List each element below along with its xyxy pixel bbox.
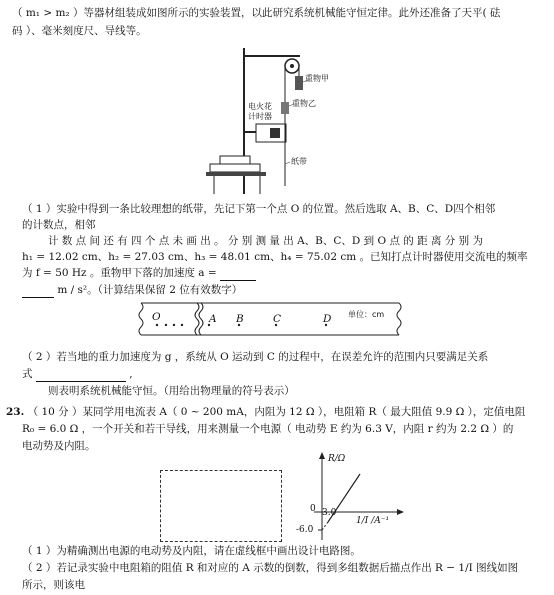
tape-label-c: C [273, 313, 282, 325]
answer-blank-a[interactable] [220, 266, 256, 281]
graph-x-label: 1/I /A⁻¹ [356, 516, 390, 526]
q2-line-2-text: 式 [22, 368, 33, 380]
q1-unit-text: m / s²。（计算结果保留 2 位有效数字） [57, 284, 243, 296]
q1-line-4: h₁ = 12.02 cm、h₂ = 27.03 cm、h₃ = 48.01 cm、h₄ = 75.02 cm 。已知打点计时器使用交流电的频率 [22, 251, 528, 263]
intro-line-1: （ m₁ > m₂ ）等器材组装成如图所示的实验装置，以此研究系统机械能守恒定律。此外还准备了天平( 砝 [12, 7, 501, 19]
q23-line-2: R₀ = 6.0 Ω ，一个开关和若干导线，用来测量一个电源（ 电动势 E 约为 6.3 V，内阻 r 约为 2.2 Ω ）的 [22, 423, 514, 435]
intro-line-2: 码 ）、毫米刻度尺、导线等。 [12, 25, 147, 37]
answer-blank-a-cont[interactable] [22, 283, 54, 298]
circuit-drawing-box[interactable] [160, 470, 282, 542]
label-timer-1: 电火花 [248, 102, 272, 111]
q23-line-1 [6, 405, 525, 419]
label-timer-2: 计时器 [248, 112, 272, 121]
graph-y-intercept: -6.0 [296, 525, 314, 535]
q23-sub2-line-1: （ 2 ）若记录实验中电阻箱的阻值 R 和对应的 A 示数的倒数，得到多组数据后描点作出 R − 1/I 图线如图 [22, 562, 519, 574]
tape-unit: 单位：cm [348, 310, 385, 319]
label-weight-b: 重物乙 [292, 99, 316, 108]
q1-line-5 [22, 266, 256, 281]
q2-line-2: 式 , [22, 368, 133, 380]
q1-line-3: 计 数 点 间 还 有 四 个 点 未 画 出 。 分 别 测 量 出 A、B、C、D 到 O 点 的 距 离 分 别 为 [48, 235, 483, 247]
q23-sub2-line-2: 所示，则该电 [22, 579, 85, 591]
graph-origin: 0 [310, 504, 316, 514]
label-weight-a: 重物甲 [305, 74, 329, 83]
graph-y-label: R/Ω [328, 454, 346, 464]
tape-label-o: O [152, 311, 161, 323]
answer-blank-relation[interactable] [36, 367, 126, 382]
tape-label-b: B [236, 313, 244, 325]
q1-line-5-text: 为 f = 50 Hz 。重物甲下落的加速度 a = [22, 267, 217, 279]
q1-line-1: （ 1 ）实验中得到一条比较理想的纸带，先记下第一个点 O 的位置。然后选取 A、B、C、D四个相邻 [22, 203, 496, 215]
q23-line-1-text: （ 10 分 ）某同学用电流表 A（ 0 ~ 200 mA，内阻为 12 Ω ），电阻箱 R（ 最大阻值 9.9 Ω ），定值电阻 [27, 406, 526, 418]
tape-label-a: A [209, 313, 217, 325]
q2-line-3: 则表明系统机械能守恒。（用给出物理量的符号表示） [48, 385, 295, 397]
q23-sub1: （ 1 ）为精确测出电源的电动势及内阻，请在虚线框中画出设计电路图。 [22, 545, 361, 557]
q1-line-2: 的计数点，相邻 [22, 219, 96, 231]
r-vs-inverse-current-graph [298, 450, 408, 545]
graph-x-intercept: 3.0 [322, 508, 337, 518]
tape-label-d: D [323, 313, 332, 325]
q2-line-1: （ 2 ）若当地的重力加速度为 g ，系统从 O 运动到 C 的过程中，在误差允许的范围内只要满足关系 [22, 351, 489, 363]
q23-number: 23. [6, 406, 25, 418]
label-tape: 纸带 [291, 157, 307, 166]
q23-line-3: 电动势及内阻。 [22, 440, 96, 452]
q1-line-6 [22, 283, 242, 298]
